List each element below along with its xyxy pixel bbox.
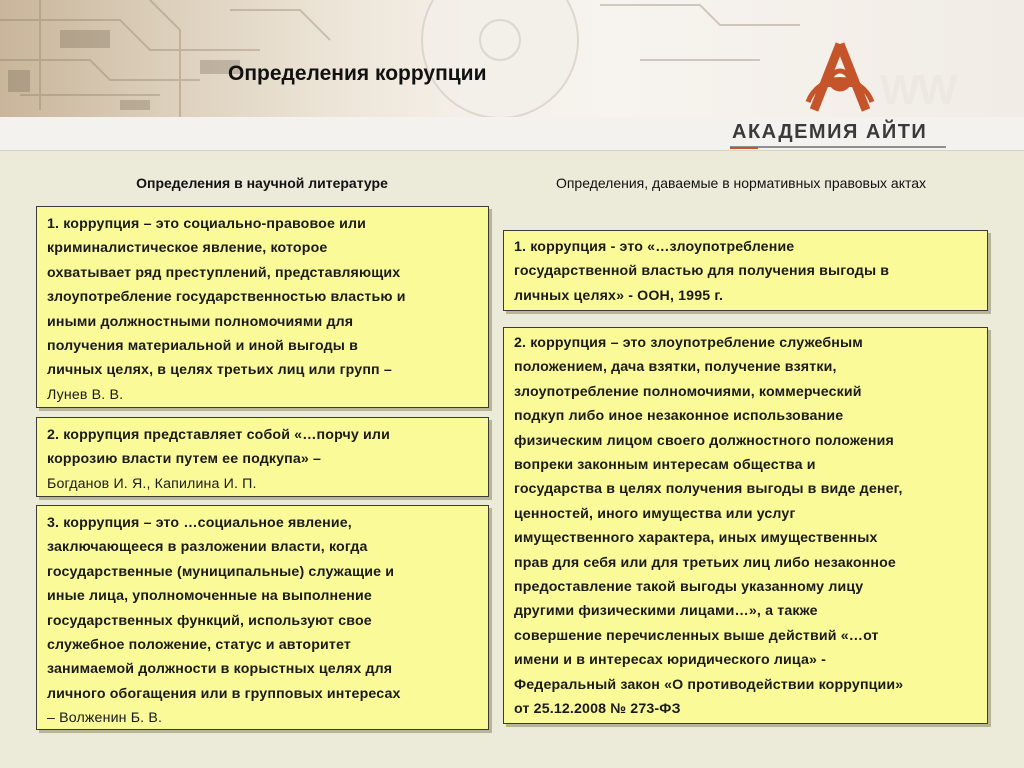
definition-line: имущественного характера, иных имущественных [514,530,878,547]
definition-line: получения материальной и иной выгоды в [47,338,358,355]
definition-line: служебное положение, статус и авторитет [47,637,351,654]
definition-box-volzhenin [36,505,489,730]
definition-line: физическим лицом своего должностного положения [514,432,894,449]
definition-line: охватывает ряд преступлений, представляющих [47,264,401,281]
definition-line: личного обогащения или в групповых интересах [47,685,401,702]
definition-line: иные лица, уполномоченные на выполнение [47,588,372,605]
definition-line: прав для себя или для третьих лиц либо незаконное [514,554,896,571]
definition-line: предоставление такой выгоды указанному лицу [514,579,864,596]
definition-author: Лунев В. В. [47,386,124,403]
logo-watermark: WW [880,66,956,113]
definition-line: коррозию власти путем ее подкупа» – [47,451,322,468]
definition-author: – Волженин Б. В. [47,710,163,727]
definition-line: 2. коррупция представляет собой «…порчу или [47,427,390,443]
definition-line: 3. коррупция – это …социальное явление, [47,515,352,531]
definition-line: совершение перечисленных выше действий «…от [514,627,879,644]
definition-line: вопреки законным интересам общества и [514,457,816,474]
definition-box-federal-law [503,327,988,724]
page-title: Определения коррупции [228,62,487,85]
definition-line: государственных функций, используют свое [47,612,372,629]
definition-line: злоупотребление государственностью властью и [47,289,406,306]
definition-line: государственной властью для получения выгоды в [514,263,890,280]
definition-line: 1. коррупция – это социально-правовое или [47,216,367,232]
definition-line: 1. коррупция - это «…злоупотребление [514,239,795,255]
brand-accent-tick [730,147,758,149]
definition-line: Федеральный закон «О противодействии коррупции» [514,676,904,693]
brand-underline [730,146,946,148]
definition-line: криминалистическое явление, которое [47,240,328,257]
definition-line: иными должностными полномочиями для [47,313,354,330]
definition-line: положением, дача взятки, получение взятки, [514,359,837,376]
definition-box-lunev [36,206,489,408]
definition-line: ценностей, иного имущества или услуг [514,505,796,522]
definition-author: Богданов И. Я., Капилина И. П. [47,475,257,492]
definition-line: другими физическими лицами…», а также [514,603,818,620]
definition-box-bogdanov [36,417,489,497]
definition-line: государственные (муниципальные) служащие и [47,563,395,580]
definition-line: имени и в интересах юридического лица» - [514,652,827,669]
definition-line: государства в целях получения выгоды в виде денег, [514,481,903,498]
definition-line: подкуп либо иное незаконное использование [514,408,844,425]
definition-line: занимаемой должности в корыстных целях для [47,661,393,678]
left-column-heading: Определения в научной литературе [136,175,388,191]
definition-line: личных целях, в целях третьих лиц или групп – [47,362,392,379]
definition-line: заключающееся в разложении власти, когда [47,539,368,556]
right-column-heading: Определения, даваемые в нормативных правовых актах [555,175,927,191]
definition-box-un [503,230,988,311]
brand-name: АКАДЕМИЯ АЙТИ [732,121,928,143]
academy-a-logo-icon [802,30,878,116]
definition-line: личных целях» - ООН, 1995 г. [514,287,724,304]
definition-line: злоупотребление полномочиями, коммерческий [514,383,862,400]
definition-line: от 25.12.2008 № 273-ФЗ [514,701,681,718]
definition-line: 2. коррупция – это злоупотребление служебным [514,335,863,351]
